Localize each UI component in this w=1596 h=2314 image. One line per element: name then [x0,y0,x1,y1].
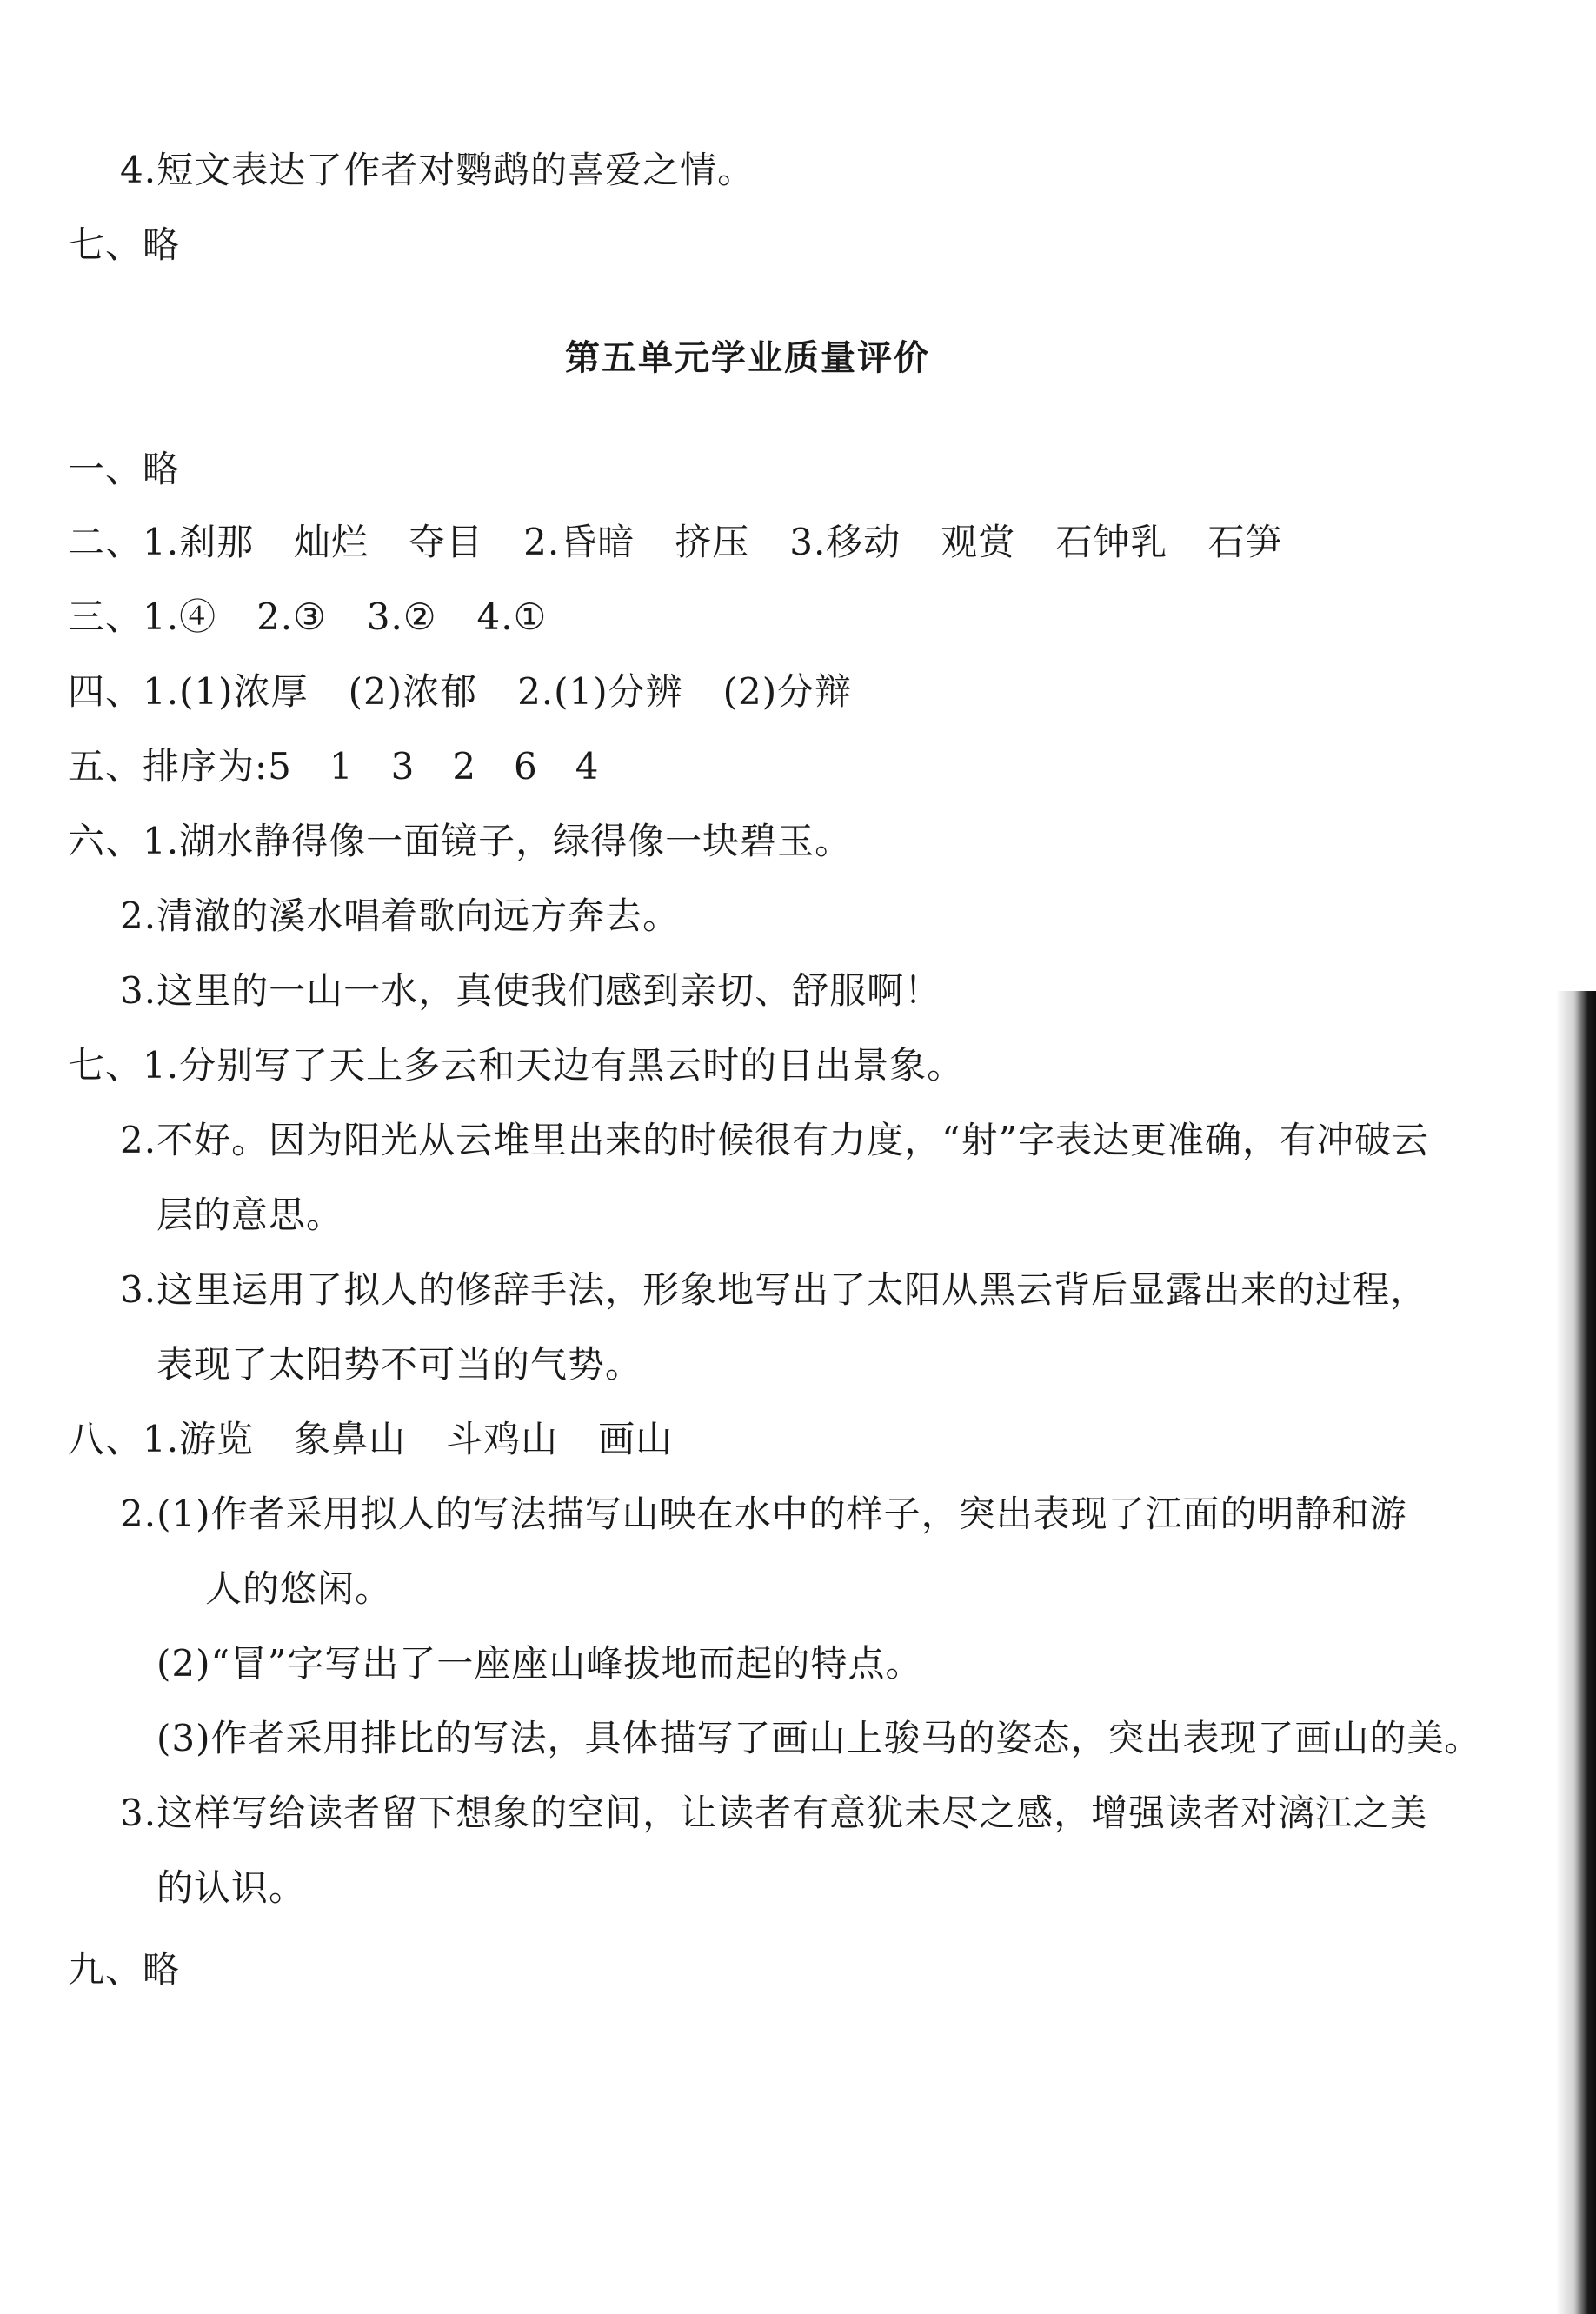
answer-line: 2.(1)作者采用拟人的写法描写山映在水中的样子，突出表现了江面的明静和游 [120,1493,1407,1535]
answer-line: 4.短文表达了作者对鹦鹉的喜爱之情。 [120,149,755,191]
answer-item: 3.② [366,595,437,638]
section-line [68,516,1282,569]
answer-line: (3)作者采用排比的写法，具体描写了画山上骏马的姿态，突出表现了画山的美。 [156,1717,1482,1759]
answer-line: 2.不好。因为阳光从云堆里出来的时候很有力度，“射”字表达更准确，有冲破云 [120,1119,1430,1161]
answer-line: 3.这样写给读者留下想象的空间，让读者有意犹未尽之感，增强读者对漓江之美 [120,1792,1428,1834]
answer-line: 的认识。 [156,1866,307,1909]
section-line: 九、略 [68,1948,181,1991]
answer-item: 挤压 [675,521,750,563]
section-line: 六、1.湖水静得像一面镜子，绿得像一块碧玉。 [68,820,853,862]
answer-item: 观赏 [941,521,1016,563]
answer-item: 3.移动 [789,521,901,563]
answer-item: 灿烂 [294,521,369,563]
answer-line: 3.这里的一山一水，真使我们感到亲切、舒服啊！ [120,969,942,1012]
answer-item: 4.① [476,595,548,638]
answer-item: 2.(1)分辨 [517,670,683,713]
answer-item: 象鼻山 [294,1418,407,1460]
answer-item: 石钟乳 [1055,521,1168,563]
section-line: 七、1.分别写了天上多云和天边有黑云时的日出景象。 [68,1044,965,1087]
answer-item: 2.昏暗 [523,521,635,563]
answer-item: 2.③ [256,595,327,638]
answer-item: (2)分辩 [722,670,853,713]
answer-item: 斗鸡山 [446,1418,559,1460]
section-line: 一、略 [68,448,181,490]
section-line: 七、略 [68,223,181,266]
answer-prefix: 二、1. [68,521,180,563]
answer-item: 刹那 [179,521,255,563]
section-title: 第五单元学业质量评价 [565,338,930,378]
answer-prefix: 三、1.④ [68,595,217,638]
answer-line: (2)“冒”字写出了一座座山峰拔地而起的特点。 [156,1642,923,1685]
answer-item: 画山 [598,1418,674,1460]
answer-item: (2)浓郁 [348,670,478,713]
section-line [68,1413,673,1466]
section-line [68,666,852,718]
answer-item: 石笋 [1207,521,1283,563]
answer-prefix: 四、1.(1)浓厚 [68,670,309,713]
section-line: 五、排序为:5 1 3 2 6 4 [68,745,600,788]
section-line [68,591,547,643]
answer-prefix: 八、1.游览 [68,1418,255,1460]
answer-line: 层的意思。 [156,1194,344,1236]
answer-line: 2.清澈的溪水唱着歌向远方奔去。 [120,894,681,937]
page-edge-shadow [1556,991,1596,2314]
answer-line: 人的悠闲。 [205,1567,393,1610]
answer-line: 表现了太阳势不可当的气势。 [156,1343,643,1386]
answer-item: 夺目 [409,521,484,563]
answer-line: 3.这里运用了拟人的修辞手法，形象地写出了太阳从黑云背后显露出来的过程， [120,1268,1428,1311]
